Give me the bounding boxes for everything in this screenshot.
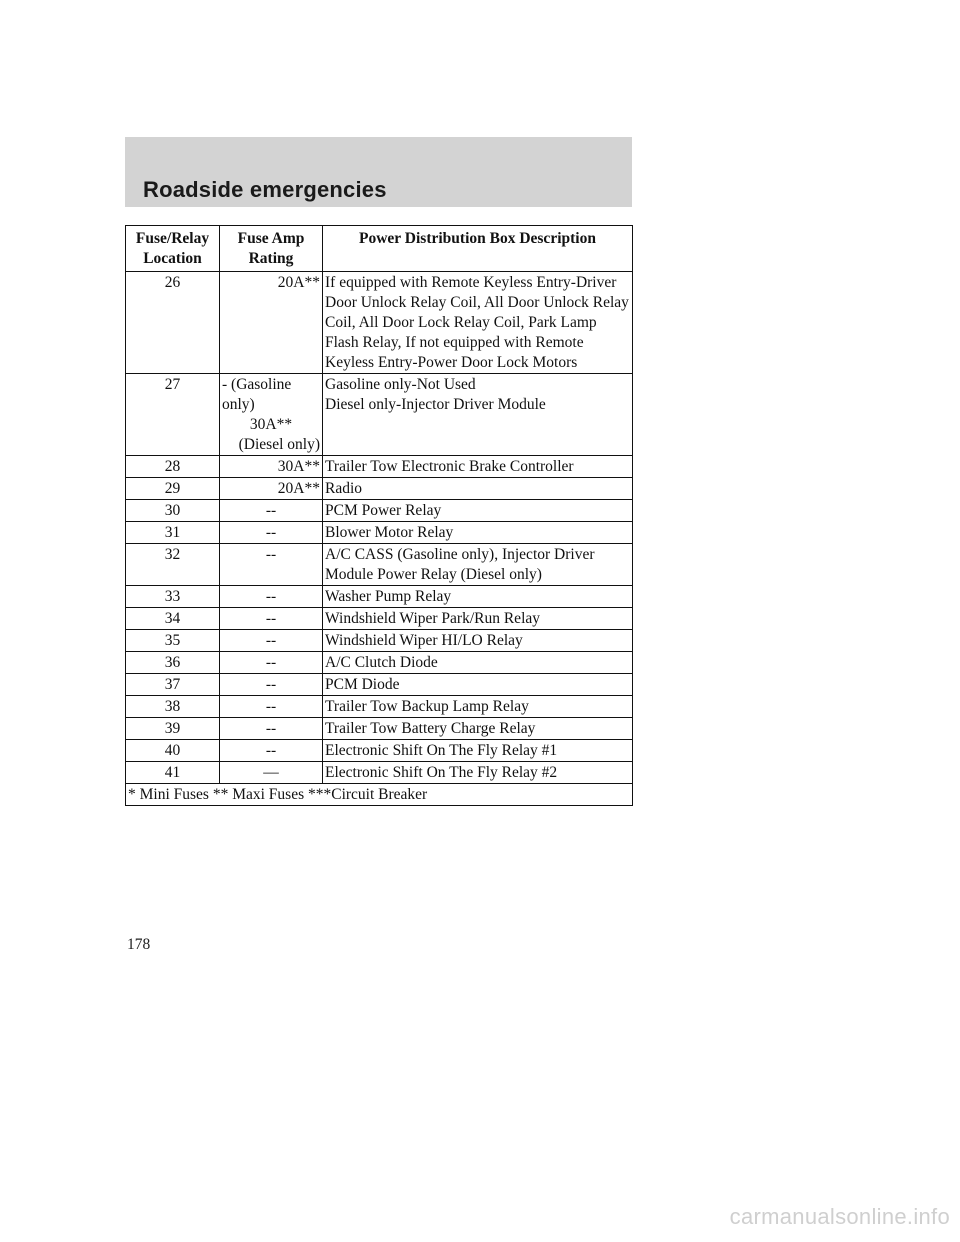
watermark: carmanualsonline.info <box>729 1204 950 1229</box>
fuse-description: Windshield Wiper Park/Run Relay <box>323 608 633 630</box>
fuse-amp-rating: 20A** <box>220 272 323 374</box>
fuse-table <box>125 225 633 806</box>
table-header-row <box>126 226 633 272</box>
fuse-amp-rating: 30A** <box>220 456 323 478</box>
fuse-location: 30 <box>126 500 220 522</box>
table-row <box>126 272 633 374</box>
table-row <box>126 456 633 478</box>
table-row <box>126 674 633 696</box>
page-number: 178 <box>127 936 151 953</box>
fuse-description: A/C Clutch Diode <box>323 652 633 674</box>
fuse-location: 33 <box>126 586 220 608</box>
fuse-description: Trailer Tow Electronic Brake Controller <box>323 456 633 478</box>
fuse-amp-rating: 20A** <box>220 478 323 500</box>
fuse-location: 32 <box>126 544 220 586</box>
fuse-description: Washer Pump Relay <box>323 586 633 608</box>
fuse-description: Trailer Tow Backup Lamp Relay <box>323 696 633 718</box>
fuse-description: A/C CASS (Gasoline only), Injector Driver Module Power Relay (Diesel only) <box>323 544 633 586</box>
fuse-amp-rating: -- <box>220 674 323 696</box>
fuse-location: 35 <box>126 630 220 652</box>
fuse-description: Windshield Wiper HI/LO Relay <box>323 630 633 652</box>
table-row <box>126 762 633 784</box>
fuse-location: 37 <box>126 674 220 696</box>
fuse-location: 39 <box>126 718 220 740</box>
fuse-amp-rating: -- <box>220 740 323 762</box>
table-row <box>126 630 633 652</box>
fuse-amp-rating <box>220 374 323 456</box>
column-header-amp-rating: Fuse Amp Rating <box>220 226 323 272</box>
fuse-description: If equipped with Remote Keyless Entry-Driver Door Unlock Relay Coil, All Door Unlock Relay Coil, All Door Lock Relay Coil, Park Lamp Flash Relay, If not equipped with Remote Keyless Entry-Power Door Lock Motors <box>323 272 633 374</box>
fuse-description <box>323 374 633 456</box>
fuse-amp-rating: -- <box>220 696 323 718</box>
fuse-amp-rating: -- <box>220 500 323 522</box>
section-title: Roadside emergencies <box>143 177 387 202</box>
table-row <box>126 522 633 544</box>
fuse-description: PCM Diode <box>323 674 633 696</box>
fuse-location: 26 <box>126 272 220 374</box>
table-row <box>126 374 633 456</box>
fuse-location: 28 <box>126 456 220 478</box>
fuse-amp-rating: -- <box>220 718 323 740</box>
table-row <box>126 696 633 718</box>
section-header-band <box>125 137 632 207</box>
fuse-amp-rating: -- <box>220 586 323 608</box>
table-row <box>126 608 633 630</box>
column-header-location: Fuse/Relay Location <box>126 226 220 272</box>
table-row <box>126 652 633 674</box>
fuse-amp-rating-line: 30A** <box>249 416 293 433</box>
fuse-location: 31 <box>126 522 220 544</box>
fuse-description: Trailer Tow Battery Charge Relay <box>323 718 633 740</box>
fuse-amp-rating-line: - (Gasoline only) <box>222 376 292 413</box>
fuse-amp-rating: -- <box>220 608 323 630</box>
fuse-location: 36 <box>126 652 220 674</box>
table-row <box>126 586 633 608</box>
table-row <box>126 544 633 586</box>
fuse-location: 41 <box>126 762 220 784</box>
fuse-location: 29 <box>126 478 220 500</box>
fuse-description: Electronic Shift On The Fly Relay #2 <box>323 762 633 784</box>
table-footnote: * Mini Fuses ** Maxi Fuses ***Circuit Breaker <box>126 784 633 806</box>
fuse-amp-rating-line: (Diesel only) <box>238 436 320 453</box>
fuse-description: Blower Motor Relay <box>323 522 633 544</box>
table-row <box>126 718 633 740</box>
fuse-description-line: Gasoline only-Not Used <box>325 376 476 393</box>
fuse-description-line: Diesel only-Injector Driver Module <box>325 396 546 413</box>
fuse-location: 27 <box>126 374 220 456</box>
fuse-amp-rating: -- <box>220 544 323 586</box>
fuse-location: 34 <box>126 608 220 630</box>
fuse-amp-rating: — <box>220 762 323 784</box>
fuse-amp-rating: -- <box>220 652 323 674</box>
table-row <box>126 740 633 762</box>
fuse-location: 40 <box>126 740 220 762</box>
fuse-description: Electronic Shift On The Fly Relay #1 <box>323 740 633 762</box>
fuse-amp-rating: -- <box>220 630 323 652</box>
column-header-description: Power Distribution Box Description <box>323 226 633 272</box>
fuse-location: 38 <box>126 696 220 718</box>
table-row <box>126 478 633 500</box>
table-row <box>126 500 633 522</box>
table-footnote-row <box>126 784 633 806</box>
fuse-description: Radio <box>323 478 633 500</box>
fuse-description: PCM Power Relay <box>323 500 633 522</box>
fuse-amp-rating: -- <box>220 522 323 544</box>
